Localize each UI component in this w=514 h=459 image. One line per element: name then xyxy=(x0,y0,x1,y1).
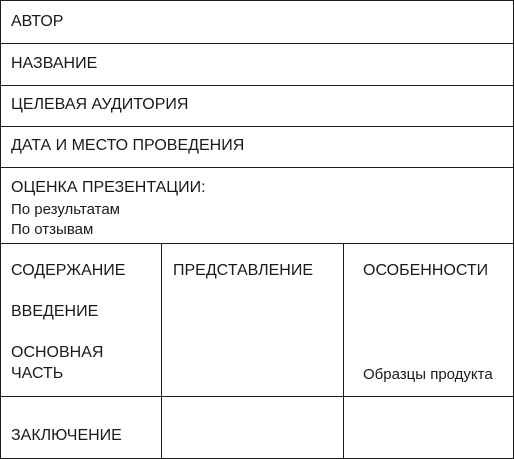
audience-row[interactable] xyxy=(0,85,514,126)
evaluation-by-feedback: По отзывам xyxy=(11,221,94,238)
presentation-label: ПРЕДСТАВЛЕНИЕ xyxy=(173,262,314,279)
author-label: АВТОР xyxy=(11,13,64,30)
main-part-label-line2: ЧАСТЬ xyxy=(11,365,64,382)
title-row[interactable] xyxy=(0,43,514,85)
grid-divider-1 xyxy=(161,244,162,458)
date-place-label: ДАТА И МЕСТО ПРОВЕДЕНИЯ xyxy=(11,137,245,154)
conclusion-label: ЗАКЛЮЧЕНИЕ xyxy=(11,427,122,444)
evaluation-row[interactable] xyxy=(0,167,514,243)
evaluation-by-results: По результатам xyxy=(11,201,120,218)
content-label: СОДЕРЖАНИЕ xyxy=(11,262,126,279)
main-part-label-line1: ОСНОВНАЯ xyxy=(11,344,104,361)
product-samples-label: Образцы продукта xyxy=(363,366,493,383)
evaluation-heading: ОЦЕНКА ПРЕЗЕНТАЦИИ: xyxy=(11,179,206,196)
author-row[interactable] xyxy=(0,0,514,43)
audience-label: ЦЕЛЕВАЯ АУДИТОРИЯ xyxy=(11,96,189,113)
grid-row-divider xyxy=(1,396,513,397)
intro-label: ВВЕДЕНИЕ xyxy=(11,303,99,320)
content-grid xyxy=(0,243,514,459)
features-label: ОСОБЕННОСТИ xyxy=(363,262,489,279)
date-place-row[interactable] xyxy=(0,126,514,167)
title-label: НАЗВАНИЕ xyxy=(11,55,98,72)
grid-divider-2 xyxy=(343,244,344,458)
